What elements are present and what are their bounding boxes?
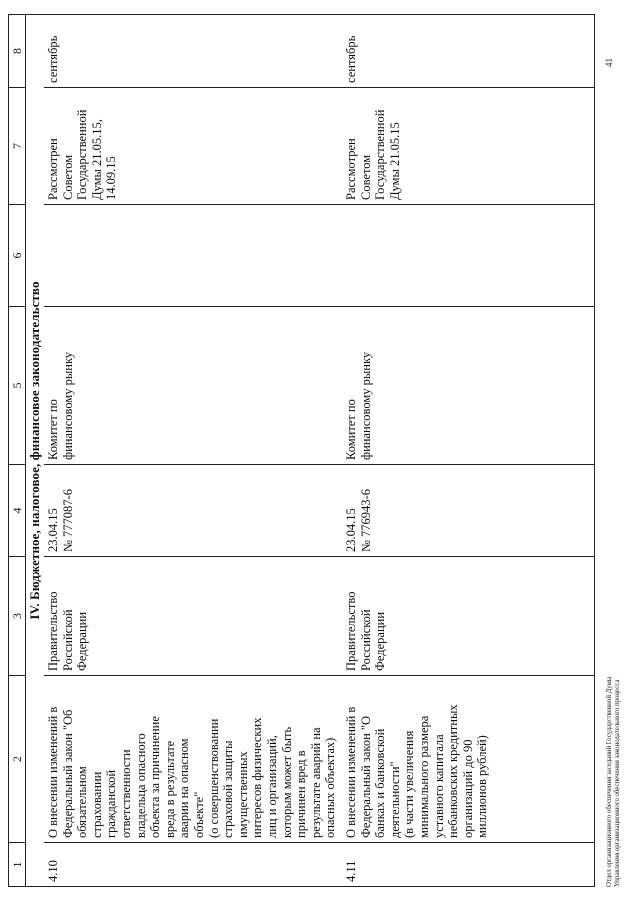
column-header-2: 2 [9,676,26,843]
column-header-3: 3 [9,557,26,676]
column-header-7: 7 [9,88,26,205]
table-row [44,15,341,887]
table-row [341,15,595,887]
column-header-4: 4 [9,465,26,557]
bill-status: Рассмотрен Советом Государственной Думы 21.05.15, 14.09.15 [44,88,341,205]
column-number-header [9,15,26,887]
column-header-1: 1 [9,843,26,887]
bill-initiator: Правительство Российской Федерации [341,557,595,676]
row-number: 4.11 [341,843,595,887]
section-title: IV. Бюджетное, налоговое, финансовое законодательство [26,15,45,887]
section-header-row [26,15,45,887]
column-6-cell [341,205,595,307]
column-header-6: 6 [9,205,26,307]
bills-table [8,14,595,887]
page-footer [606,677,622,887]
column-6-cell [44,205,341,307]
page-number: 41 [604,58,614,67]
bill-date-number: 23.04.15 № 776943-6 [341,465,595,557]
bill-title: О внесении изменений в Федеральный закон "О банках и банковской деятельности" (в части увеличения минимального размера уставного капитала небанковских кредитных организаций до 90 миллионов рублей) [341,676,595,843]
bill-title: О внесении изменений в Федеральный закон "Об обязательном страховании гражданской ответственности владельца опасного объекта за причинение вреда в результате аварии на опасном объекте" (о совершенствовании страховой защиты имущественных интересов физических лиц и организаций, которым может быть причинен вред в результате аварий на опасных объектах) [44,676,341,843]
planned-month: сентябрь [44,15,341,88]
row-number: 4.10 [44,843,341,887]
bill-initiator: Правительство Российской Федерации [44,557,341,676]
column-header-8: 8 [9,15,26,88]
planned-month: сентябрь [341,15,595,88]
column-header-5: 5 [9,307,26,465]
bill-date-number: 23.04.15 № 777087-6 [44,465,341,557]
footer-department: Отдел организационного обеспечения заседаний Государственной Думы [606,676,613,887]
footer-directorate: Управления организационного обеспечения законодательного процесса [614,679,621,887]
responsible-committee: Комитет по финансовому рынку [44,307,341,465]
bill-status: Рассмотрен Советом Государственной Думы 21.05.15 [341,88,595,205]
responsible-committee: Комитет по финансовому рынку [341,307,595,465]
